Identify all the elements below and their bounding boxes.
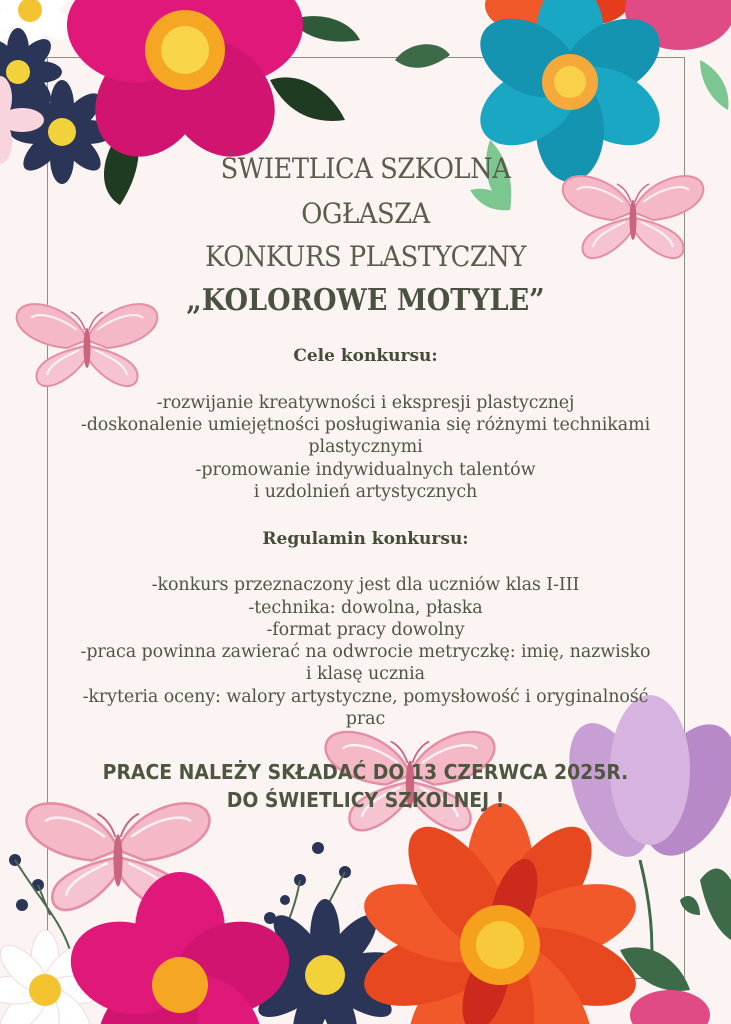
goal-line: i uzdolnień artystycznych (253, 482, 478, 502)
goal-line: -doskonalenie umiejętności posługiwania się różnymi technikami (80, 415, 651, 435)
title-line-2: OGŁASZA (301, 197, 430, 230)
title-line-1: ŚWIETLICA SZKOLNA (220, 152, 511, 185)
rule-line: -praca powinna zawierać na odwrocie metryczkę: imię, nazwisko (80, 642, 651, 662)
rule-line: -format pracy dowolny (266, 620, 465, 640)
goal-line: plastycznymi (308, 437, 423, 457)
goal-line: -rozwijanie kreatywności i ekspresji plastycznej (156, 393, 575, 413)
rule-line: prac (345, 709, 386, 729)
contest-name: „KOLOROWE MOTYLE” (186, 283, 545, 318)
rule-line: -konkurs przeznaczony jest dla uczniów klas I-III (151, 575, 580, 595)
rules-heading: Regulamin konkursu: (262, 529, 469, 549)
deadline-line-1: PRACE NALEŻY SKŁADAĆ DO 13 CZERWCA 2025R. (102, 760, 629, 784)
deadline-line-2: DO ŚWIETLICY SZKOLNEJ ! (226, 788, 505, 812)
rule-line: i klasę ucznia (306, 664, 425, 684)
rule-line: -technika: dowolna, płaska (248, 598, 483, 618)
rule-line: -kryteria oceny: walory artystyczne, pomysłowość i oryginalność (82, 687, 649, 707)
goals-heading: Cele konkursu: (293, 346, 438, 366)
goal-line: -promowanie indywidualnych talentów (195, 460, 536, 480)
title-line-3: KONKURS PLASTYCZNY (205, 240, 526, 273)
